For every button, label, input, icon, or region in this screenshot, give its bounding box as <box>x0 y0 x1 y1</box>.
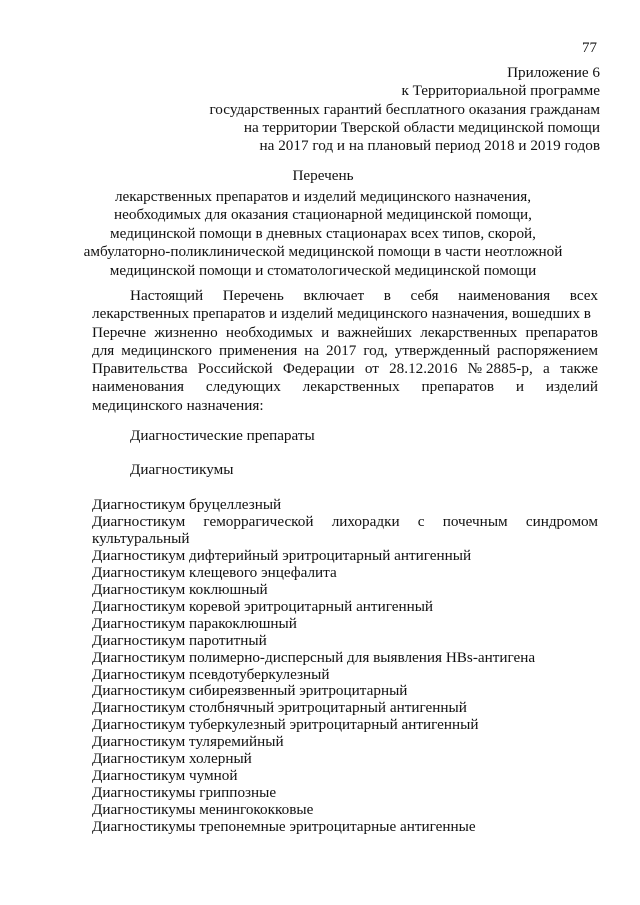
intro-word: изделий <box>545 378 598 396</box>
appendix-line: на 2017 год и на плановый период 2018 и 2019 годов <box>259 137 600 155</box>
title-line: амбулаторно-поликлинической медицинской помощи в части неотложной <box>83 243 563 261</box>
intro-word: себя <box>410 287 439 304</box>
list-item-word: лихорадки <box>331 512 400 530</box>
title-line: лекарственных препаратов и изделий медицинского назначения, <box>114 187 532 205</box>
list-item: Диагностикум сибиреязвенный эритроцитарный <box>92 682 408 700</box>
section-heading-diagnostic-preparations: Диагностические препараты <box>130 427 315 444</box>
intro-word: Настоящий <box>130 287 204 304</box>
intro-word: от <box>364 360 379 378</box>
appendix-line: государственных гарантий бесплатного оказания гражданам <box>209 100 600 118</box>
appendix-line: к Территориальной программе <box>401 82 600 100</box>
list-item: Диагностикум паротитный <box>92 631 267 649</box>
intro-word: применения <box>218 341 298 359</box>
list-item: Диагностикум полимерно-дисперсный для выявления HBs-антигена <box>92 648 536 666</box>
document-title <box>78 167 568 281</box>
intro-word: Российской <box>197 360 273 378</box>
intro-word: Правительства <box>92 360 188 378</box>
page-number: 77 <box>582 40 597 56</box>
intro-word: год, <box>363 341 388 359</box>
title-heading: Перечень <box>292 167 354 184</box>
list-item: Диагностикум коревой эритроцитарный антигенный <box>92 597 434 615</box>
list-items-rest <box>92 548 598 836</box>
intro-word: лекарственных <box>420 323 518 341</box>
diagnosticum-list <box>92 497 598 836</box>
intro-paragraph <box>92 287 598 415</box>
intro-line <box>92 378 598 396</box>
list-item: Диагностикум дифтерийный эритроцитарный антигенный <box>92 546 472 564</box>
intro-word: 28.12.2016 <box>389 360 458 378</box>
intro-word: препаратов <box>525 323 598 341</box>
title-line: медицинской помощи и стоматологической медицинской помощи <box>109 261 537 279</box>
list-item: Диагностикум холерный <box>92 750 252 768</box>
intro-word: для <box>92 341 115 359</box>
list-item: Диагностикумы менингококковые <box>92 801 314 819</box>
section-heading-diagnosticums: Диагностикумы <box>130 461 234 478</box>
intro-line <box>92 397 598 415</box>
intro-word: утвержденный <box>394 341 490 359</box>
intro-word: медицинского <box>121 341 213 359</box>
title-subtitle <box>78 188 568 281</box>
intro-word: всех <box>569 287 598 304</box>
list-item: Диагностикум туберкулезный эритроцитарный антигенный <box>92 716 479 734</box>
list-item-word: геморрагической <box>203 512 314 530</box>
intro-word: на <box>304 341 320 359</box>
intro-word: препаратов <box>421 378 495 396</box>
list-item: Диагностикумы трепонемные эритроцитарные антигенные <box>92 818 476 836</box>
intro-word: Перечень <box>222 287 284 304</box>
intro-word: наименования <box>92 378 185 396</box>
title-line: медицинской помощи в дневных стационарах всех типов, скорой, <box>110 224 536 242</box>
intro-word: а <box>542 360 550 378</box>
intro-line <box>92 287 598 305</box>
list-item: Диагностикум клещевого энцефалита <box>92 563 337 581</box>
list-item-continuation: культуральный <box>92 529 190 547</box>
list-item: Диагностикум столбнячный эритроцитарный антигенный <box>92 699 467 717</box>
intro-word: наименования <box>458 287 551 304</box>
list-item: Диагностикум коклюшный <box>92 580 268 598</box>
intro-word: в <box>383 287 391 304</box>
list-item-wrapped-line <box>92 514 598 531</box>
intro-word: лекарственных <box>302 378 400 396</box>
intro-line <box>92 360 598 378</box>
intro-line <box>92 324 598 342</box>
list-item: Диагностикум бруцеллезный <box>92 496 282 513</box>
intro-word: лекарственных препаратов и изделий медицинского назначения, вошедших в <box>92 305 591 323</box>
intro-line <box>92 342 598 360</box>
appendix-line: Приложение 6 <box>507 64 600 81</box>
list-item: Диагностикум псевдотуберкулезный <box>92 665 330 683</box>
intro-word: жизненно <box>154 323 218 341</box>
intro-word: распоряжением <box>496 341 598 359</box>
appendix-line: на территории Тверской области медицинской помощи <box>243 118 600 136</box>
list-item: Диагностикум паракоклюшный <box>92 614 297 632</box>
intro-word: и <box>321 323 330 341</box>
intro-word: необходимых <box>225 323 313 341</box>
appendix-header <box>80 64 600 155</box>
intro-word: 2017 <box>326 341 357 359</box>
list-item: Диагностикум туляремийный <box>92 733 284 751</box>
list-item-word: Диагностикум <box>92 512 186 530</box>
list-item-word: синдромом <box>525 512 598 530</box>
intro-word: Федерации <box>282 360 355 378</box>
list-item: Диагностикум чумной <box>92 767 238 785</box>
list-item-word: почечным <box>442 512 508 530</box>
intro-word: также <box>559 360 598 378</box>
list-item: Диагностикумы гриппозные <box>92 784 277 802</box>
intro-word: № 2885-р, <box>467 360 533 378</box>
title-line: необходимых для оказания стационарной медицинской помощи, <box>114 206 532 224</box>
intro-word: Перечне <box>92 323 147 341</box>
intro-word: и <box>515 378 524 396</box>
intro-word: медицинского назначения: <box>92 396 264 414</box>
intro-line <box>92 305 598 323</box>
intro-word: важнейших <box>337 323 413 341</box>
list-item-word: с <box>417 512 425 530</box>
intro-word: следующих <box>205 378 281 396</box>
intro-word: включает <box>303 287 365 304</box>
